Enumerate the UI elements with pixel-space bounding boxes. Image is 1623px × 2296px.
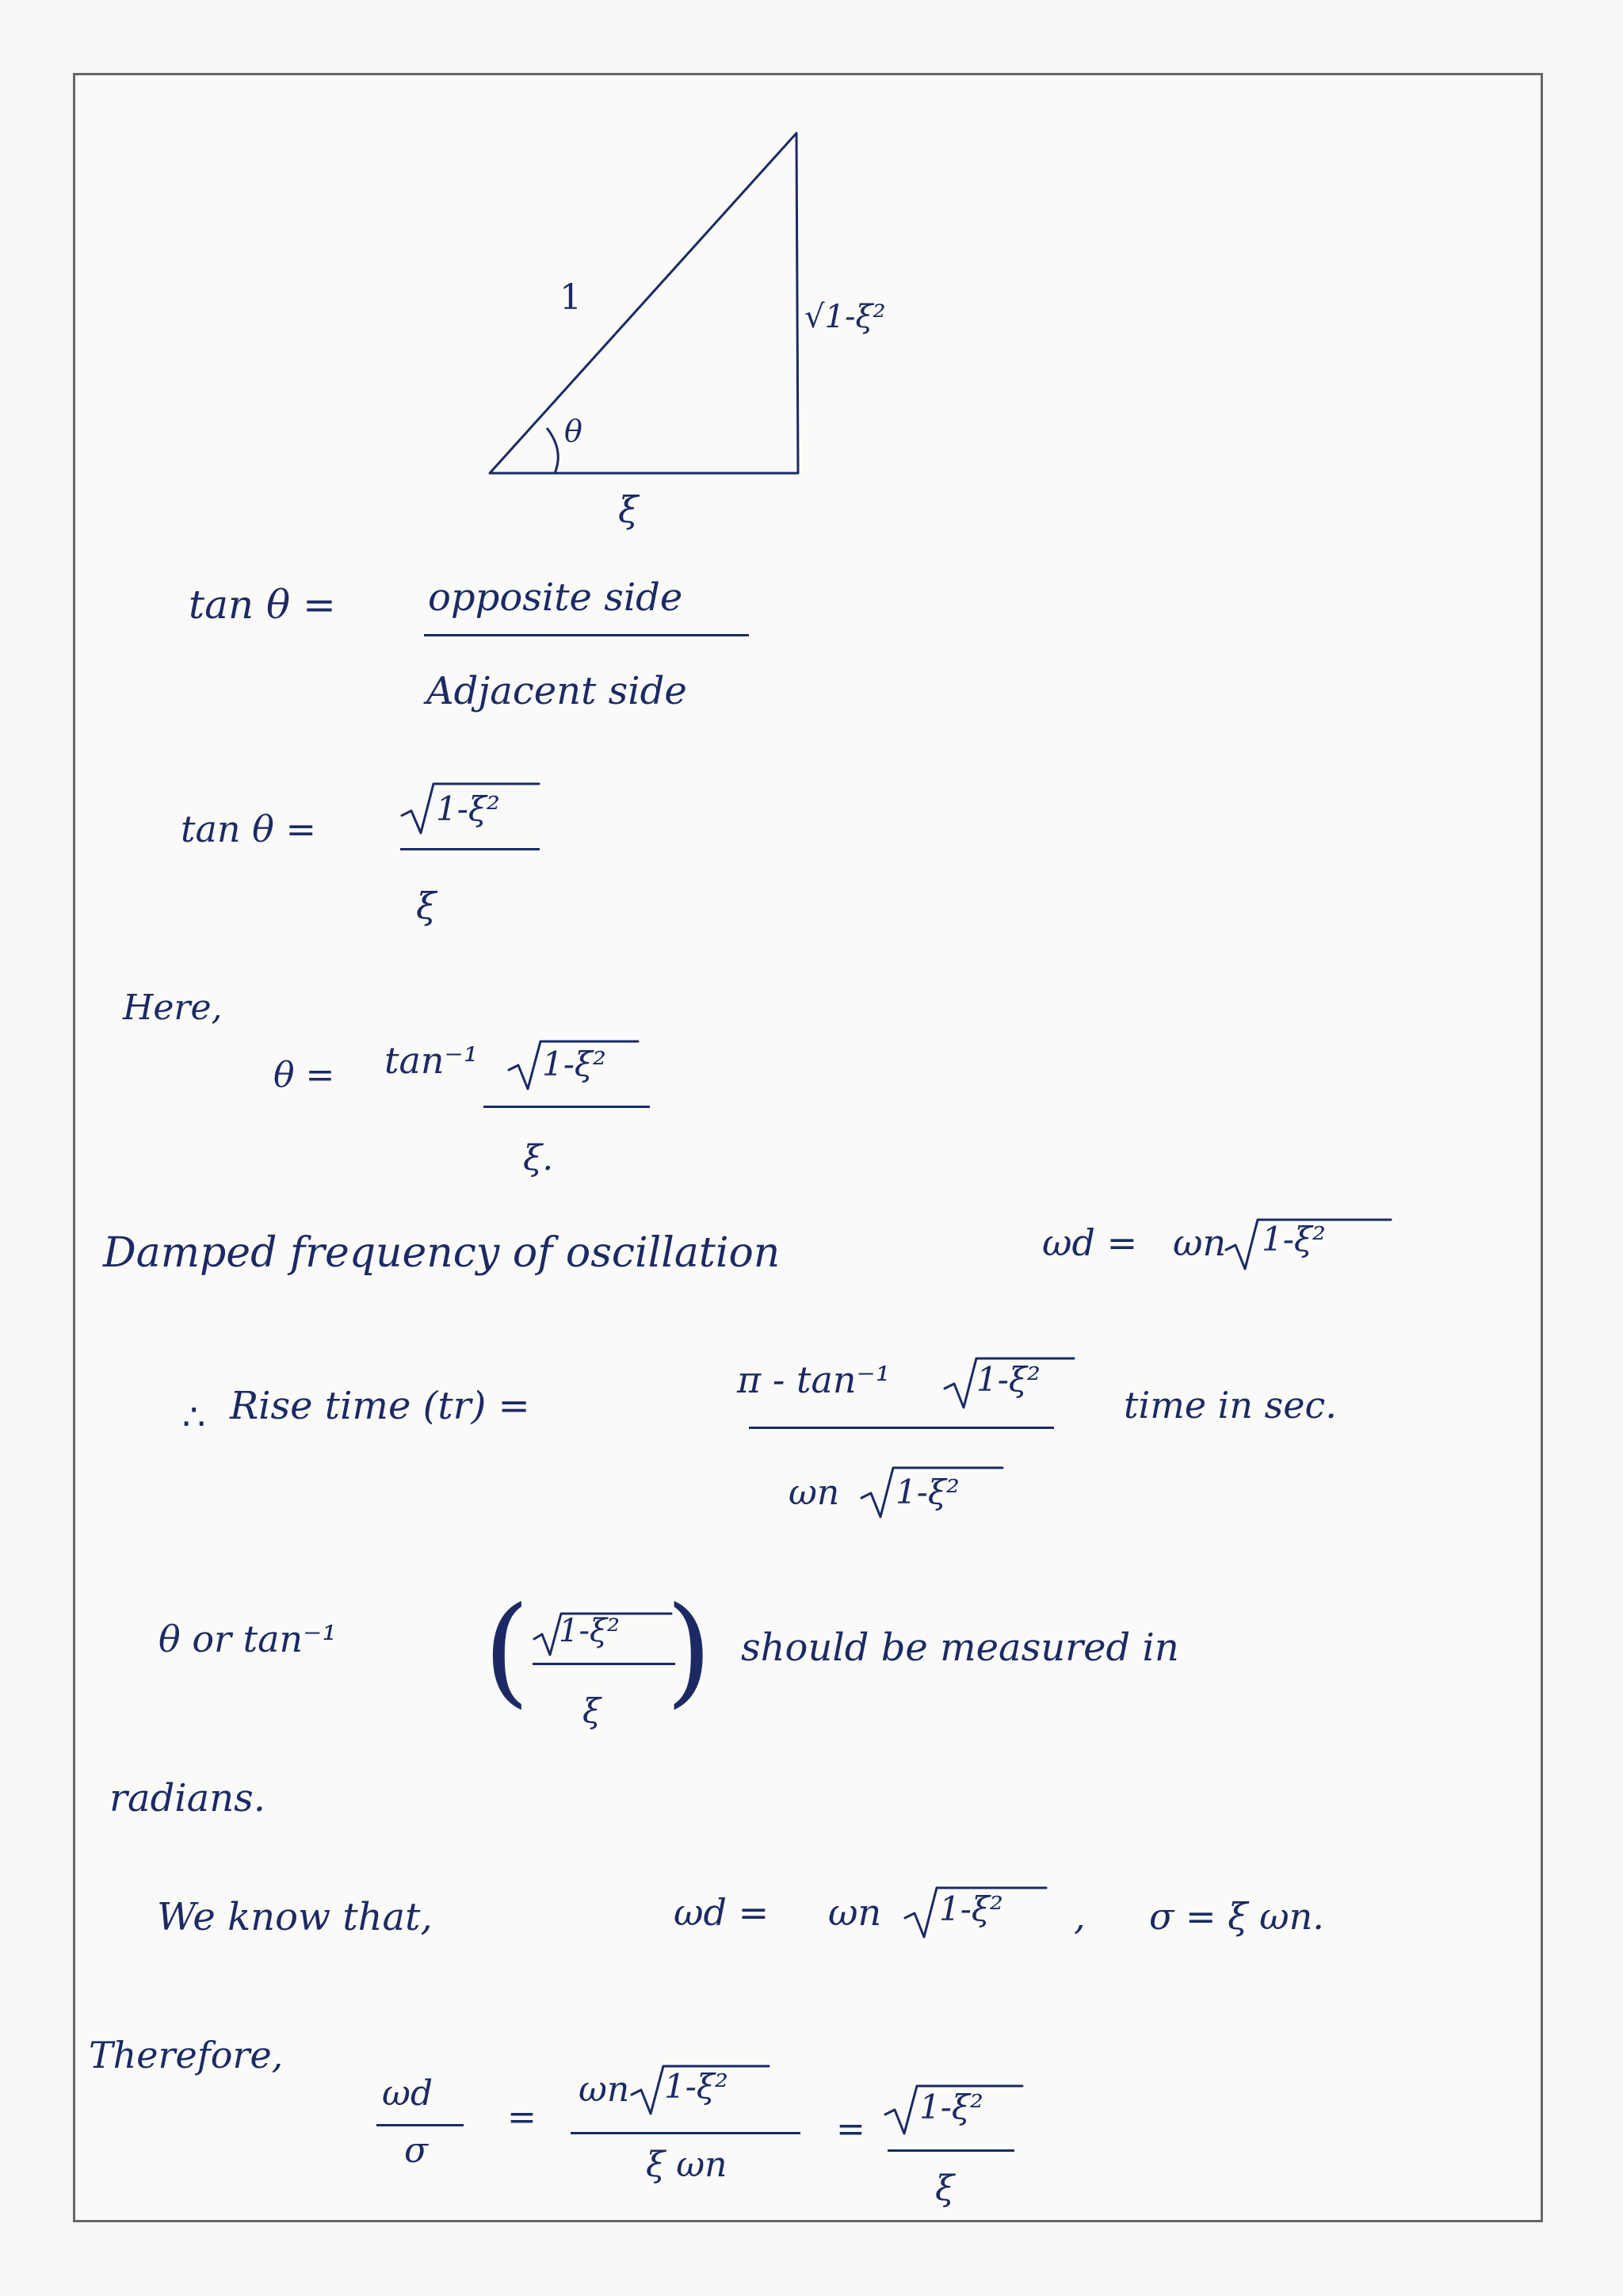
triangle-outline [490, 133, 798, 473]
know-rhs: 1-ξ² [939, 1889, 1003, 1928]
therefore-equals-1: = [507, 2097, 537, 2137]
opposite-label: √1-ξ² [804, 299, 886, 335]
damped-text: Damped frequency of oscillation [103, 1229, 781, 1277]
know-text: We know that, [157, 1895, 433, 1939]
eq1-denominator: Adjacent side [426, 669, 687, 713]
know-comma: , [1074, 1895, 1086, 1938]
damped-omega-n: ωn [1173, 1221, 1227, 1264]
theta-note-lhs: θ or tan⁻¹ [158, 1618, 337, 1660]
eq2-denominator: ξ [416, 884, 437, 927]
here-tan-inverse: tan⁻¹ [384, 1039, 479, 1082]
right-paren: ) [666, 1582, 712, 1720]
rise-denominator: 1-ξ² [896, 1473, 960, 1511]
therefore-mid-numerator: 1-ξ² [664, 2067, 728, 2106]
here-fraction-bar [483, 1106, 650, 1108]
therefore-symbol: ∴ [182, 1396, 206, 1438]
therefore-rhs-numerator: 1-ξ² [919, 2088, 983, 2126]
eq1-numerator: opposite side [428, 575, 683, 620]
rise-unit: time in sec. [1124, 1384, 1337, 1427]
here-label: Here, [123, 988, 223, 1028]
therefore-mid-omega-n: ωn [579, 2069, 630, 2110]
eq2-lhs: tan θ = [181, 808, 317, 850]
angle-theta-label: θ [564, 414, 582, 449]
here-numerator: 1-ξ² [542, 1045, 606, 1083]
theta-note-text: should be measured in [741, 1626, 1179, 1670]
here-lhs: θ = [273, 1055, 335, 1095]
damped-lhs: ωd = [1042, 1221, 1138, 1264]
eq2-fraction-bar [400, 848, 540, 850]
therefore-rhs-denominator: ξ [935, 2168, 955, 2209]
rise-numerator: 1-ξ² [976, 1360, 1041, 1399]
therefore-rhs-fraction-bar [888, 2149, 1014, 2152]
know-sigma: σ = ξ ωn. [1149, 1895, 1324, 1938]
therefore-lhs-denominator: σ [404, 2130, 429, 2171]
therefore-label: Therefore, [89, 2034, 284, 2076]
adjacent-label: ξ [618, 488, 639, 531]
eq2-numerator: 1-ξ² [436, 789, 500, 828]
rise-denominator-prefix: ωn [789, 1473, 840, 1513]
know-omega-n: ωn [828, 1891, 882, 1934]
theta-note-continuation: radians. [109, 1776, 266, 1820]
eq1-fraction-bar [424, 634, 749, 636]
damped-rhs: 1-ξ² [1262, 1220, 1326, 1259]
therefore-mid-fraction-bar [571, 2132, 800, 2134]
rise-fraction-bar [749, 1427, 1054, 1429]
theta-note-denominator: ξ [582, 1691, 601, 1730]
theta-note-fraction-bar [533, 1663, 675, 1665]
rise-numerator-prefix: π - tan⁻¹ [737, 1358, 891, 1401]
eq1-lhs: tan θ = [189, 582, 336, 628]
here-denominator: ξ. [523, 1138, 554, 1179]
therefore-lhs-numerator: ωd [382, 2073, 433, 2114]
rise-lhs: Rise time (tr) = [230, 1384, 530, 1428]
left-paren: ( [483, 1582, 530, 1720]
therefore-equals-2: = [836, 2109, 865, 2149]
know-lhs: ωd = [674, 1891, 769, 1934]
theta-note-numerator: 1-ξ² [559, 1613, 621, 1649]
angle-arc [547, 428, 558, 473]
therefore-lhs-fraction-bar [376, 2124, 464, 2126]
therefore-mid-denominator: ξ ωn [646, 2145, 727, 2185]
hypotenuse-label: 1 [559, 277, 582, 318]
